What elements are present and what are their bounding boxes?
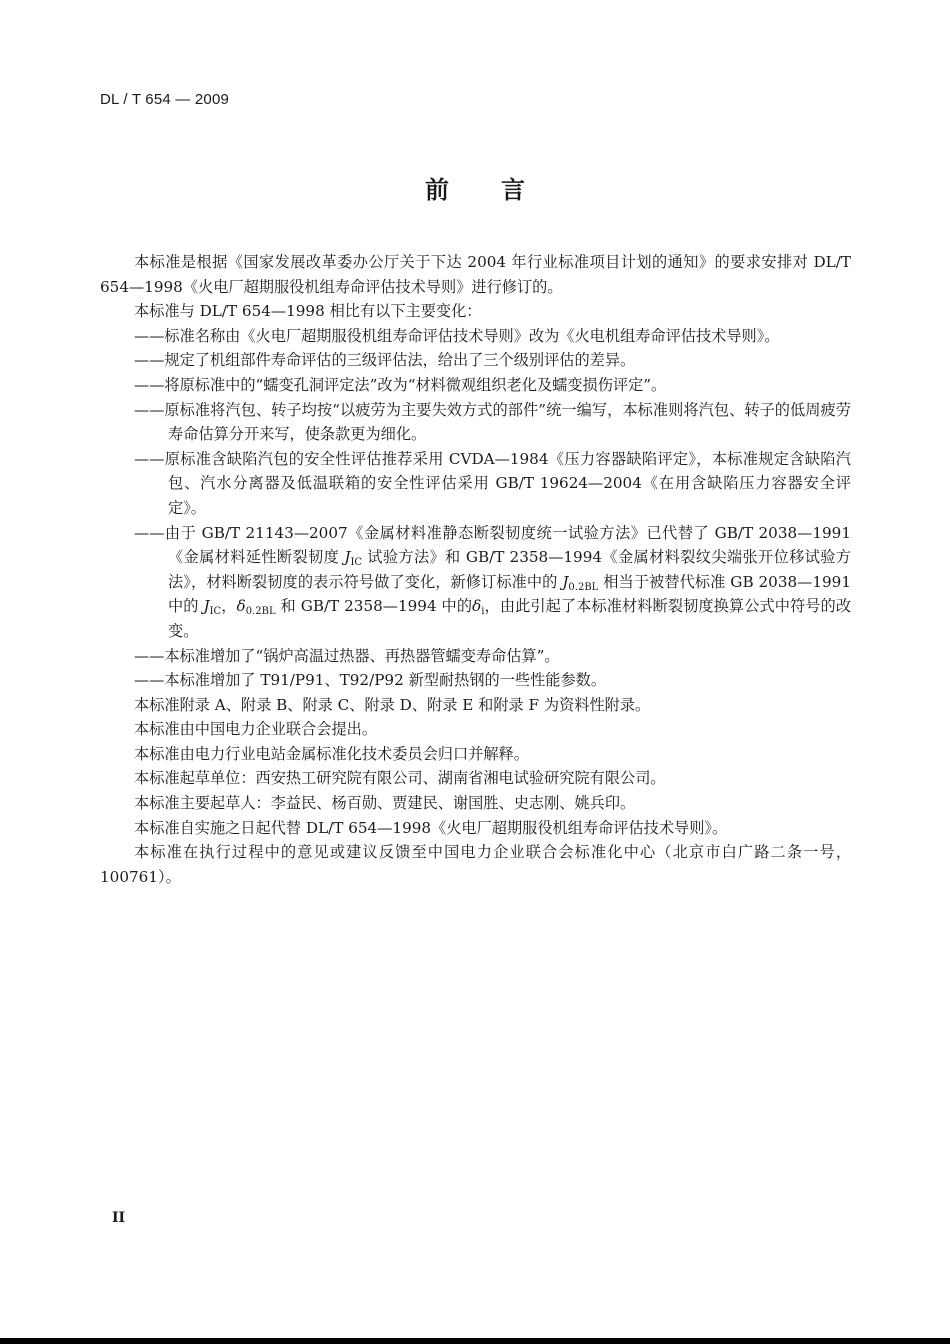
page-title: 前言 <box>425 176 577 204</box>
change-item-4: ——原标准将汽包、转子均按“以疲劳为主要失效方式的部件”统一编写，本标准则将汽包、转子的低周疲劳寿命估算分开来写，使条款更为细化。 <box>134 400 851 444</box>
foreword-body <box>100 250 851 889</box>
change-item-1: ——标准名称由《火电厂超期服役机组寿命评估技术导则》改为《火电机组寿命评估技术导则》。 <box>134 326 780 345</box>
change-item-6 <box>100 521 851 644</box>
paragraph-intro: 本标准是根据《国家发展改革委办公厅关于下达 2004 年行业标准项目计划的通知》的要求安排对 DL/T 654—1998《火电厂超期服役机组寿命评估技术导则》进行修订的。 <box>100 253 851 296</box>
subscript-02bl: 0.2BL <box>245 606 276 618</box>
change-item-3: ——将原标准中的“蠕变孔洞评定法”改为“材料微观组织老化及蠕变损伤评定”。 <box>134 375 667 394</box>
symbol-delta: δ <box>472 597 482 616</box>
bottom-border <box>0 1338 950 1344</box>
change-item-5: ——原标准含缺陷汽包的安全性评估推荐采用 CVDA—1984《压力容器缺陷评定》，本标准规定含缺陷汽包、汽水分离器及低温联箱的安全性评估采用 GB/T 19624—2004《在用含缺陷压力容器安全评定》。 <box>134 449 851 517</box>
paragraph-feedback: 本标准在执行过程中的意见或建议反馈至中国电力企业联合会标准化中心（北京市白广路二条一号，100761）。 <box>100 843 851 886</box>
change-item-6-text-a: ——由于 GB/T 21143—2007《金属材料准静态断裂韧度统一试验方法》已代替了 GB/T 2038—1991《金属材料延性断裂韧度 <box>134 523 851 567</box>
paragraph-appendix: 本标准附录 A、附录 B、附录 C、附录 D、附录 E 和附录 F 为资料性附录。 <box>134 695 651 714</box>
symbol-j: J <box>344 548 351 567</box>
subscript-ic: IC <box>350 557 363 569</box>
change-item-6-text-d: 和 GB/T 2358—1994 中的 <box>275 597 473 616</box>
change-item-8: ——本标准增加了 T91/P91、T92/P92 新型耐热钢的一些性能参数。 <box>134 671 607 690</box>
subscript-02bl: 0.2BL <box>568 581 599 593</box>
change-item-6-text-b: 试验方法》和 GB/T 2358—1994《金属材料裂纹尖端张开位移试验方法》，材料断裂韧度的表示符号做了变化，新修订标准中的 <box>168 548 852 591</box>
paragraph-replaces: 本标准自实施之日起代替 DL/T 654—1998《火电厂超期服役机组寿命评估技术导则》。 <box>134 818 728 837</box>
change-item-2: ——规定了机组部件寿命评估的三级评估法，给出了三个级别评估的差异。 <box>134 351 636 370</box>
subscript-i: i <box>481 606 485 618</box>
standard-number-header: DL / T 654 — 2009 <box>100 91 230 108</box>
change-item-6-text-c: 相当于被替代标准 GB 2038—1991 中的 <box>168 572 851 616</box>
comma: ， <box>221 597 237 616</box>
change-item-7: ——本标准增加了“锅炉高温过热器、再热器管蠕变寿命估算”。 <box>134 646 560 665</box>
paragraph-proposer: 本标准由中国电力企业联合会提出。 <box>134 720 377 739</box>
paragraph-drafting-units: 本标准起草单位：西安热工研究院有限公司、湖南省湘电试验研究院有限公司。 <box>134 769 666 788</box>
symbol-delta: δ <box>236 597 246 616</box>
change-item-6-text-e: ，由此引起了本标准材料断裂韧度换算公式中符号的改变。 <box>168 597 852 640</box>
symbol-j: J <box>203 597 210 616</box>
paragraph-interpretation: 本标准由电力行业电站金属标准化技术委员会归口并解释。 <box>134 744 529 763</box>
paragraph-drafters: 本标准主要起草人：李益民、杨百勋、贾建民、谢国胜、史志刚、姚兵印。 <box>134 794 636 813</box>
paragraph-changes-lead: 本标准与 DL/T 654—1998 相比有以下主要变化： <box>134 302 482 321</box>
page-number: II <box>112 1210 126 1226</box>
symbol-j: J <box>562 572 569 591</box>
subscript-ic: IC <box>209 606 222 618</box>
